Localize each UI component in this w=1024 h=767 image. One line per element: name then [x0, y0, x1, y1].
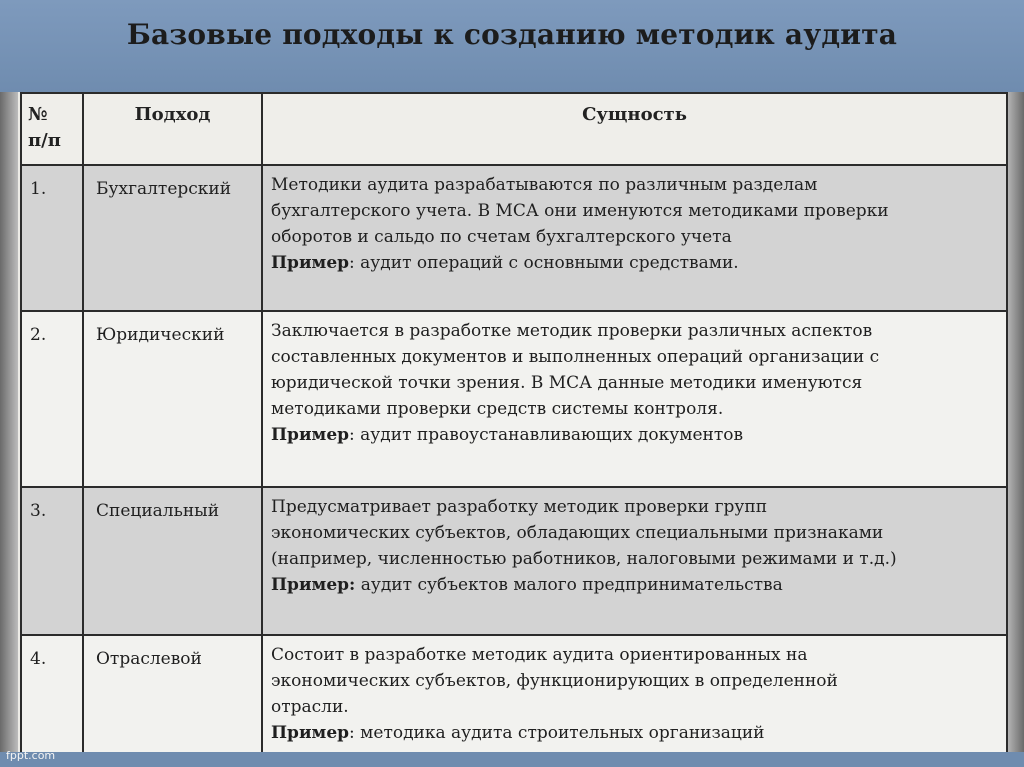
watermark: fppt.com — [6, 749, 56, 762]
row-essence: Заключается в разработке методик проверки различных аспектов составленных документов и выполненных операций организации с юридической точки зрения. В МСА данные методики именуются методиками проверки средств системы контроля. Пример: аудит правоустанавливающих документов — [262, 311, 1007, 487]
left-frame — [0, 92, 18, 752]
example-label: Пример — [271, 425, 350, 445]
table-row — [21, 165, 1007, 311]
table-row — [21, 635, 1007, 753]
table-row — [21, 311, 1007, 487]
row-approach: Отраслевой — [83, 635, 262, 753]
row-essence: Методики аудита разрабатываются по различным разделам бухгалтерского учета. В МСА они именуются методиками проверки оборотов и сальдо по счетам бухгалтерского учета Пример: аудит операций с основными средствами. — [262, 165, 1007, 311]
row-essence: Предусматривает разработку методик проверки групп экономических субъектов, обладающих специальными признаками (например, численностью работников, налоговыми режимами и т.д.) Пример: аудит субъектов малого предпринимательства — [262, 487, 1007, 635]
table-header-row — [21, 93, 1007, 165]
row-approach: Юридический — [83, 311, 262, 487]
header-approach: Подход — [83, 93, 262, 165]
example-label: Пример — [271, 253, 350, 273]
footer-band — [0, 752, 1024, 767]
header-number: № п/п — [21, 93, 83, 165]
right-frame — [1006, 92, 1024, 752]
row-number: 1. — [21, 165, 83, 311]
row-number: 2. — [21, 311, 83, 487]
row-number: 4. — [21, 635, 83, 753]
page-title: Базовые подходы к созданию методик аудита — [126, 18, 898, 51]
row-essence: Состоит в разработке методик аудита ориентированных на экономических субъектов, функционирующих в определенной отрасли. Пример: методика аудита строительных организаций — [262, 635, 1007, 753]
example-label: Пример: — [271, 575, 356, 595]
table-row — [21, 487, 1007, 635]
row-approach: Специальный — [83, 487, 262, 635]
example-label: Пример — [271, 723, 350, 743]
header-essence: Сущность — [262, 93, 1007, 165]
row-number: 3. — [21, 487, 83, 635]
row-approach: Бухгалтерский — [83, 165, 262, 311]
approaches-table — [20, 92, 1008, 754]
